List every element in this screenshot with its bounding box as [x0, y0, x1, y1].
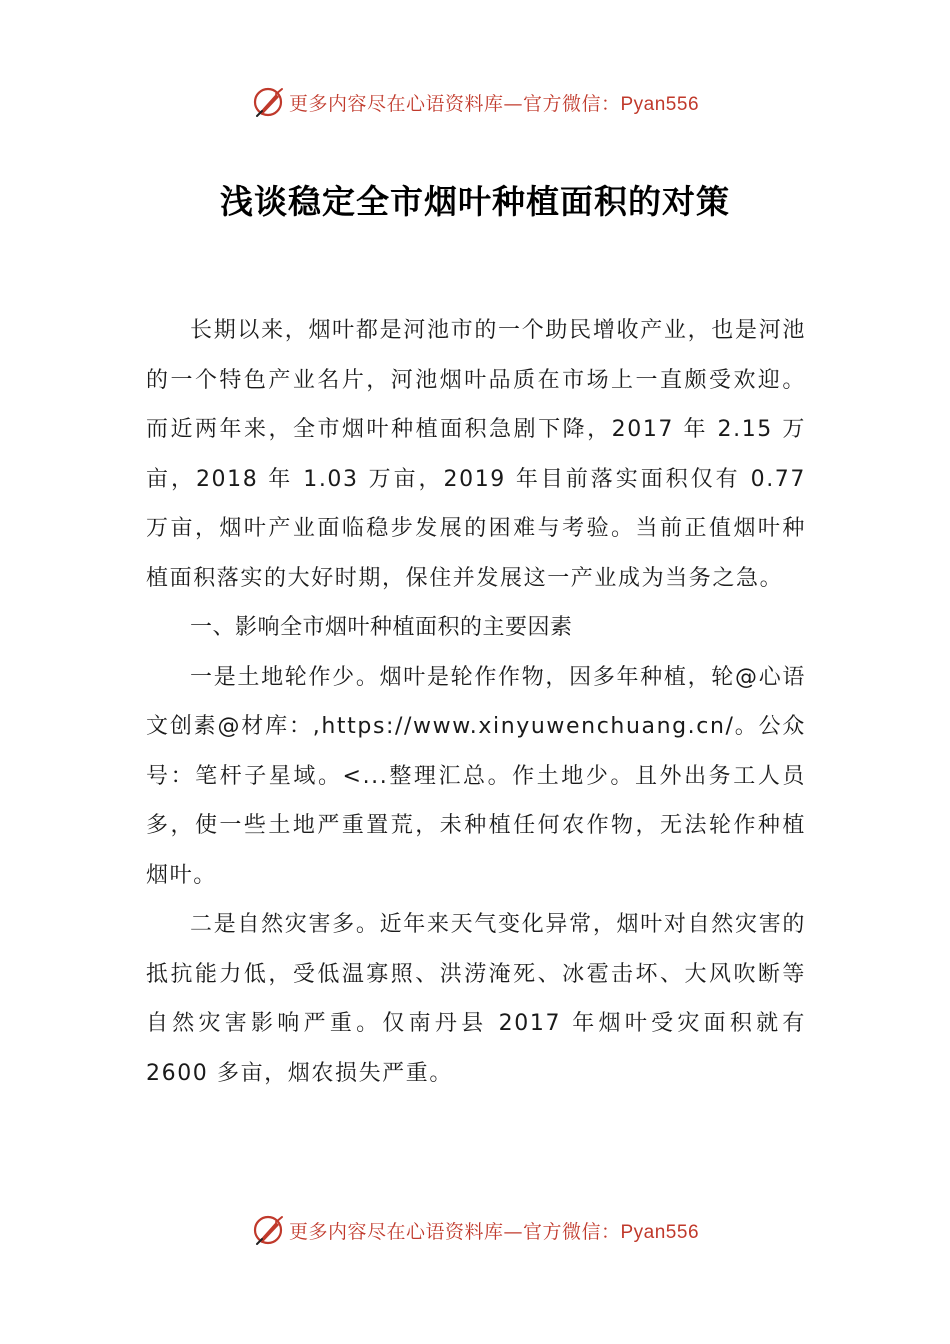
watermark-text: 更多内容尽在心语资料库—官方微信：Pyan556 [288, 1220, 700, 1243]
document-body [146, 306, 806, 1098]
paragraph-intro: 长期以来，烟叶都是河池市的一个助民增收产业，也是河池的一个特色产业名片，河池烟叶品质在市场上一直颇受欢迎。而近两年来，全市烟叶种植面积急剧下降，2017 年 2.15 万亩，2018 年 1.03 万亩，2019 年目前落实面积仅有 0.77 万亩，烟叶产业面临稳步发展的困难与考验。当前正值烟叶种植面积落实的大好时期，保住并发展这一产业成为当务之急。 [146, 318, 806, 591]
quill-pen-logo-icon [251, 1213, 285, 1247]
watermark-id: Pyan556 [620, 1221, 700, 1243]
section-heading: 一、影响全市烟叶种植面积的主要因素 [190, 615, 573, 640]
quill-pen-logo-icon [251, 85, 285, 119]
watermark-id: Pyan556 [620, 93, 700, 115]
watermark-text: 更多内容尽在心语资料库—官方微信：Pyan556 [288, 92, 700, 115]
footer-watermark-banner [0, 1210, 950, 1250]
paragraph-land-rotation: 一是土地轮作少。烟叶是轮作作物，因多年种植，轮@心语文创素@材库：,https://www.xinyuwenchuang.cn/。公众号：笔杆子星域。<...整理汇总。作土地少。且外出务工人员多，使一些土地严重置荒，未种植任何农作物，无法轮作种植烟叶。 [146, 664, 806, 888]
header-watermark-banner [0, 82, 950, 122]
document-title: 浅谈稳定全市烟叶种植面积的对策 [220, 182, 730, 221]
paragraph-natural-disasters: 二是自然灾害多。近年来天气变化异常，烟叶对自然灾害的抵抗能力低，受低温寡照、洪涝淹死、冰雹击坏、大风吹断等自然灾害影响严重。仅南丹县 2017 年烟叶受灾面积就有 2600 多亩，烟农损失严重。 [146, 912, 806, 1086]
